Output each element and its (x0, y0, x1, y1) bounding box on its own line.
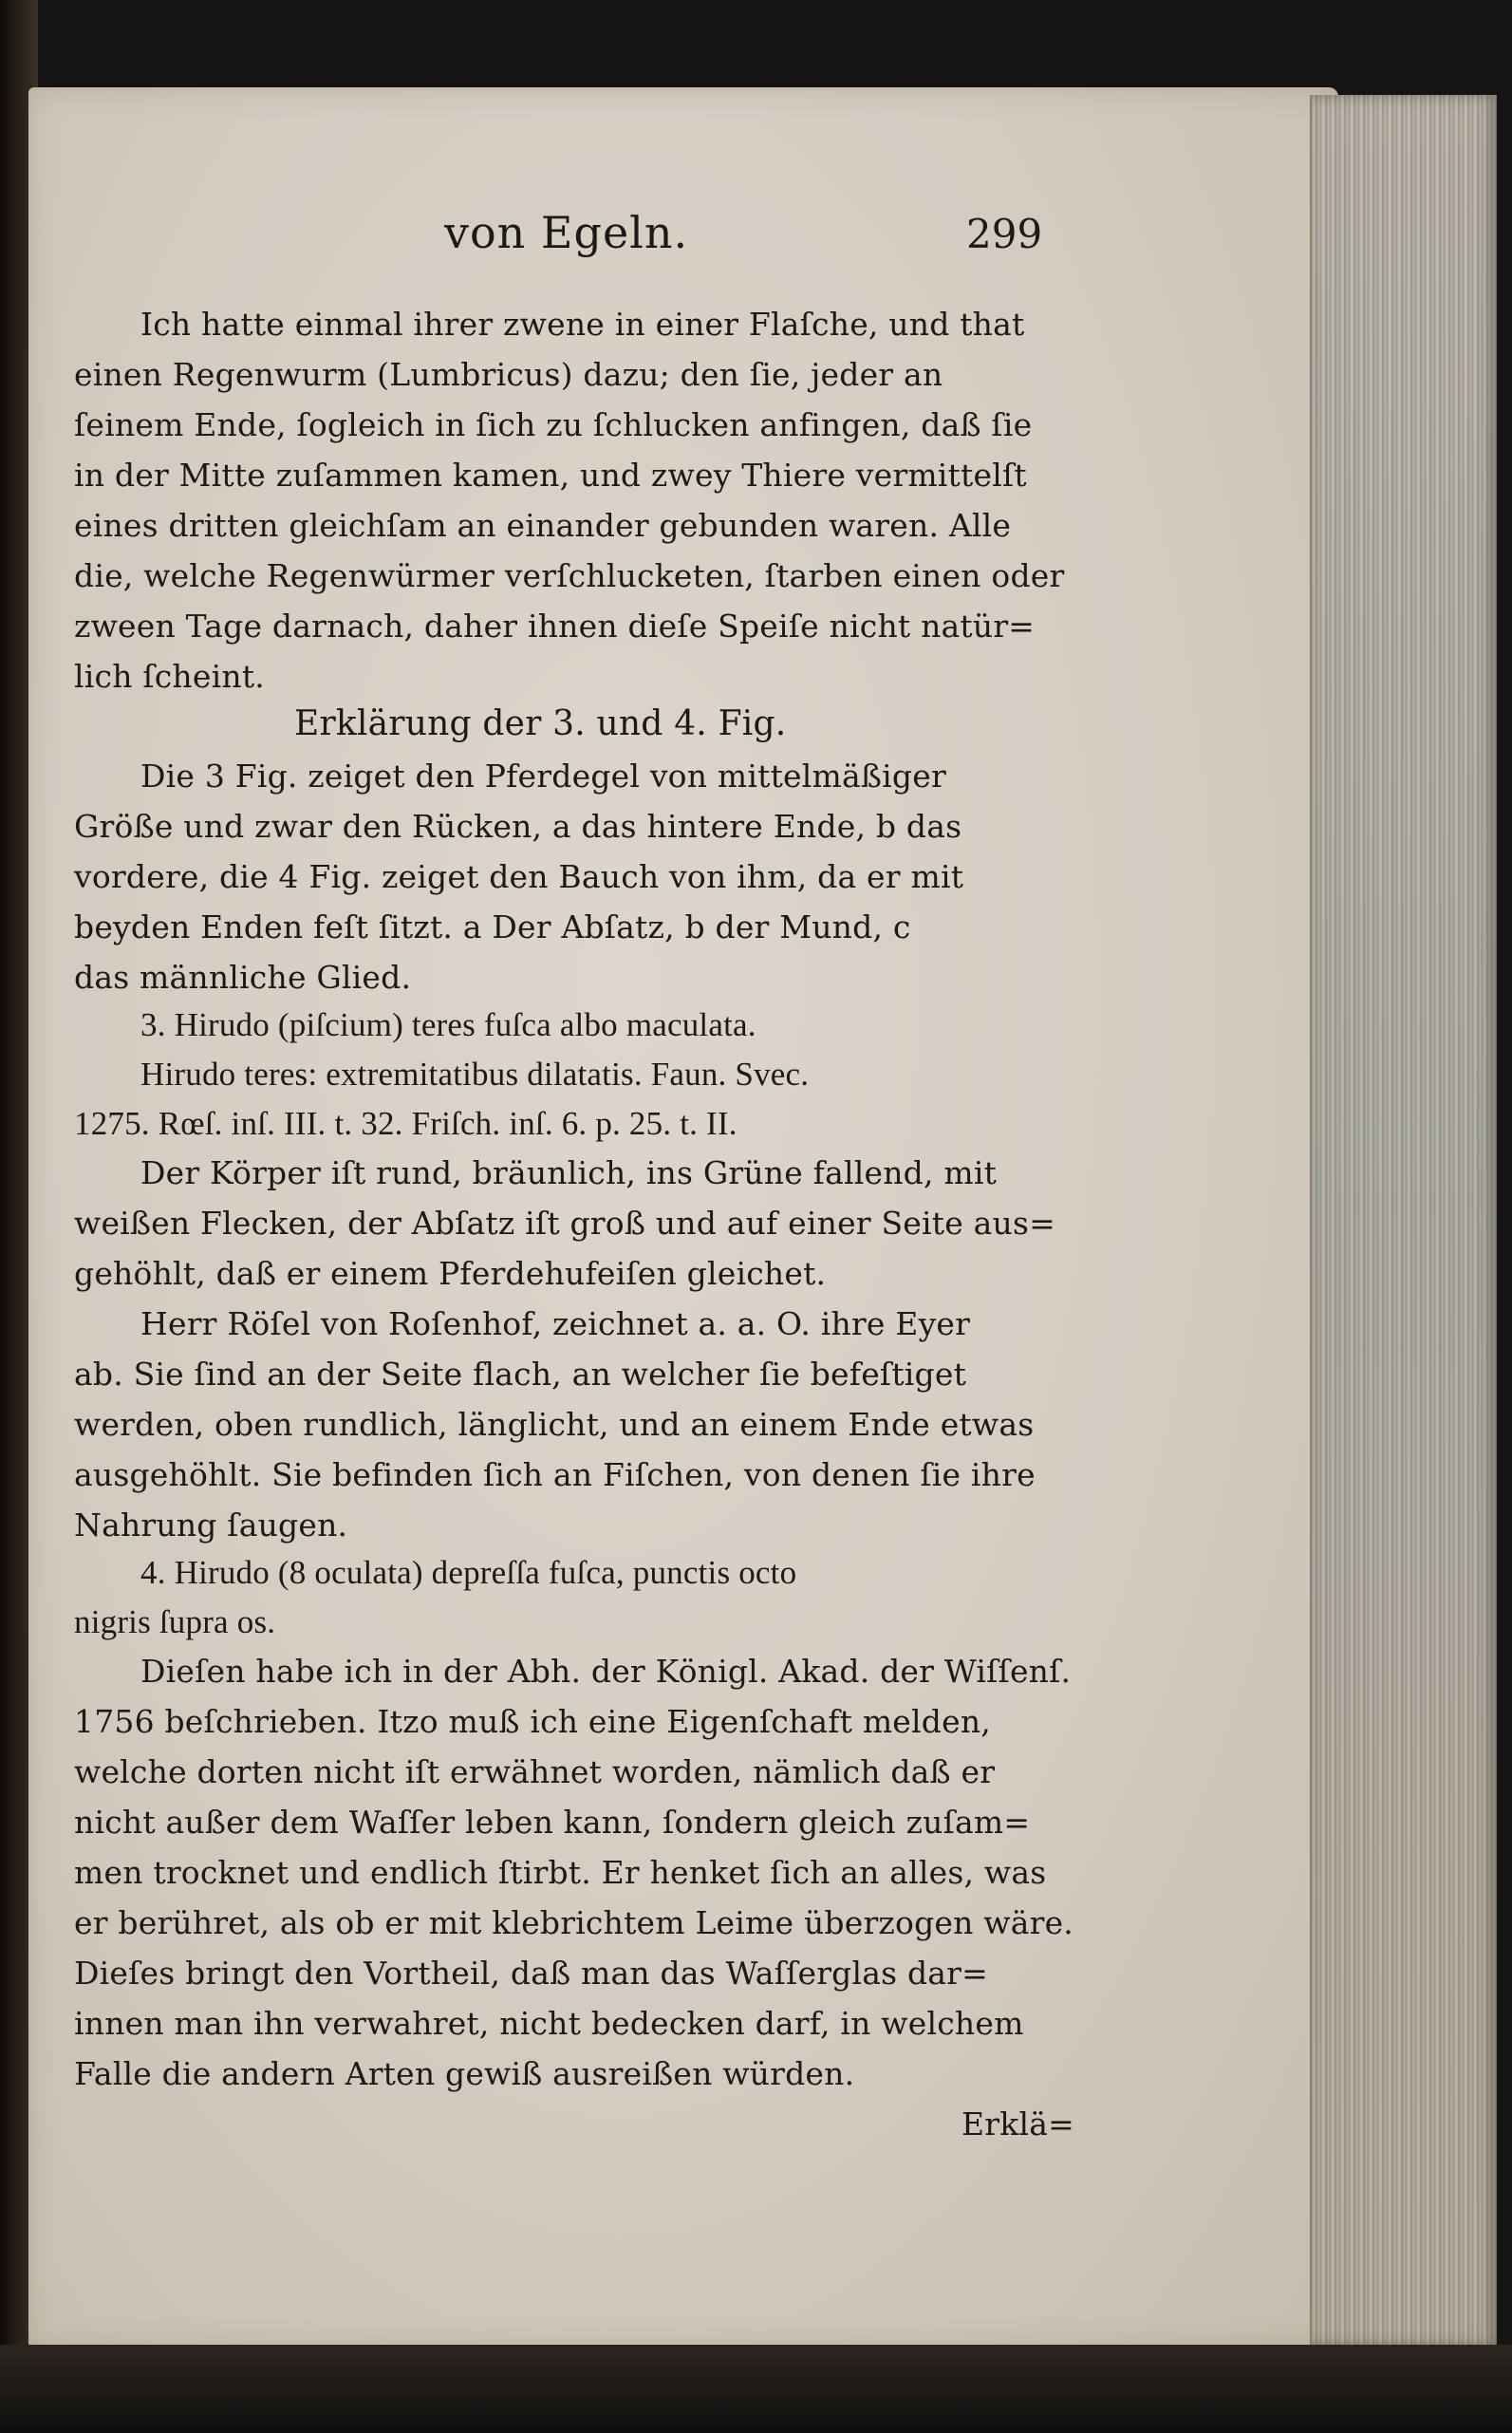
text-line: beyden Enden feſt ſitzt. a Der Abſatz, b der Mund, c (74, 908, 911, 945)
text-line: Dieſes bringt den Vortheil, daß man das Waſſerglas dar= (74, 1955, 988, 1992)
text-line: Herr Röſel von Roſenhof, zeichnet a. a. O. ihre Eyer (140, 1305, 971, 1342)
text-line: Ich hatte einmal ihrer zwene in einer Flaſche, und that (140, 306, 1025, 343)
species-line: nigris ſupra os. (74, 1603, 276, 1640)
species-line: 3. Hirudo (piſcium) teres fuſca albo maculata. (140, 1006, 756, 1043)
species-line: Hirudo teres: extremitatibus dilatatis. Faun. Svec. (140, 1056, 810, 1093)
text-line: ausgehöhlt. Sie befinden ſich an Fiſchen, von denen ſie ihre (74, 1456, 1036, 1493)
text-line: Falle die andern Arten gewiß ausreißen würden. (74, 2055, 855, 2092)
bottom-shadow (0, 2345, 1512, 2433)
text-line: nicht außer dem Waſſer leben kann, ſondern gleich zuſam= (74, 1804, 1031, 1841)
text-line: ſeinem Ende, ſogleich in ſich zu ſchlucken anfingen, daß ſie (74, 406, 1033, 443)
page-number: 299 (966, 211, 1043, 257)
text-line: in der Mitte zuſammen kamen, und zwey Thiere vermittelſt (74, 457, 1027, 494)
text-line: men trocknet und endlich ſtirbt. Er henket ſich an alles, was (74, 1854, 1047, 1891)
running-title: von Egeln. (444, 207, 689, 258)
text-line: welche dorten nicht iſt erwähnet worden, nämlich daß er (74, 1753, 996, 1790)
text-line: eines dritten gleichſam an einander gebunden waren. Alle (74, 507, 1012, 544)
text-line: Der Körper iſt rund, bräunlich, ins Grüne fallend, mit (140, 1154, 998, 1191)
text-line: gehöhlt, daß er einem Pferdehufeiſen gleichet. (74, 1255, 827, 1292)
section-heading: Erklärung der 3. und 4. Fig. (294, 704, 787, 743)
text-line: er berühret, als ob er mit klebrichtem Leime überzogen wäre. (74, 1904, 1073, 1941)
text-line: das männliche Glied. (74, 959, 412, 996)
text-line: lich ſcheint. (74, 658, 265, 695)
text-line: Nahrung ſaugen. (74, 1507, 348, 1544)
text-line: 1756 beſchrieben. Itzo muß ich eine Eigenſchaft melden, (74, 1703, 991, 1740)
text-line: die, welche Regenwürmer verſchlucketen, ſtarben einen oder (74, 557, 1065, 594)
text-line: ab. Sie ſind an der Seite flach, an welcher ſie befeſtiget (74, 1356, 967, 1393)
text-line: Dieſen habe ich in der Abh. der Königl. Akad. der Wiſſenſ. (140, 1653, 1072, 1690)
species-line: 4. Hirudo (8 oculata) depreſſa fuſca, punctis octo (140, 1554, 797, 1591)
text-line: einen Regenwurm (Lumbricus) dazu; den ſie, jeder an (74, 356, 943, 393)
text-line: Größe und zwar den Rücken, a das hintere Ende, b das (74, 808, 962, 845)
text-line: werden, oben rundlich, länglicht, und an einem Ende etwas (74, 1406, 1035, 1443)
text-line: zween Tage darnach, daher ihnen dieſe Speiſe nicht natür= (74, 608, 1036, 645)
text-line: vordere, die 4 Fig. zeiget den Bauch von ihm, da er mit (74, 858, 964, 895)
text-line: weißen Flecken, der Abſatz iſt groß und auf einer Seite aus= (74, 1205, 1055, 1242)
species-line: 1275. Rœſ. inſ. III. t. 32. Friſch. inſ. 6. p. 25. t. II. (74, 1105, 737, 1142)
catchword: Erklä= (961, 2105, 1074, 2143)
text-line: Die 3 Fig. zeiget den Pferdegel von mittelmäßiger (140, 758, 946, 795)
page-edges (1310, 95, 1497, 2345)
text-line: innen man ihn verwahret, nicht bedecken darf, in welchem (74, 2005, 1024, 2042)
